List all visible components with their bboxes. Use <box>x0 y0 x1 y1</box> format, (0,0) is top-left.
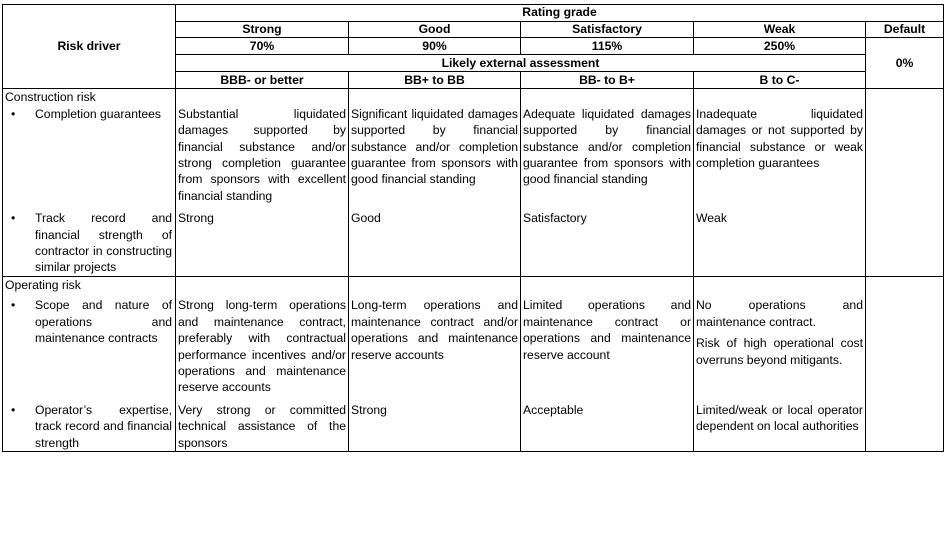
driver-scope-nature-contracts: • Scope and nature of operations and maintenance contracts <box>3 293 176 395</box>
bullet-icon: • <box>11 106 16 121</box>
cell-good: Strong <box>349 402 521 452</box>
grade-weight-weak: 250% <box>694 38 866 55</box>
cell-weak <box>694 293 866 395</box>
cell-weak-para-1: No operations and maintenance contract. <box>696 298 863 329</box>
cell-weak-para-2: Risk of high operational cost overruns beyond mitigants. <box>696 336 863 367</box>
bullet-icon: • <box>11 211 16 226</box>
driver-track-record-contractor: • Track record and financial strength of contractor in constructing similar projects <box>3 210 176 276</box>
cell-satisfactory: Satisfactory <box>521 210 694 276</box>
cell-strong: Very strong or committed technical assistance of the sponsors <box>176 402 349 452</box>
cell-weak: Weak <box>694 210 866 276</box>
cell-satisfactory: Limited operations and maintenance contract or operations and maintenance reserve account <box>521 293 694 395</box>
cell-satisfactory: Acceptable <box>521 402 694 452</box>
cell-strong: Substantial liquidated damages supported by financial substance and/or strong completion guarantee from sponsors with excellent financial standing <box>176 106 349 204</box>
grade-weight-strong: 70% <box>176 38 349 55</box>
grade-weight-satisfactory: 115% <box>521 38 694 55</box>
cell-good: Good <box>349 210 521 276</box>
grade-name-weak: Weak <box>694 22 866 38</box>
rating-grade-header: Rating grade <box>176 5 944 22</box>
grade-name-good: Good <box>349 22 521 38</box>
section-title-operating: Operating risk <box>3 276 176 293</box>
cell-good: Long-term operations and maintenance contract and/or operations and maintenance reserve accounts <box>349 293 521 395</box>
grade-name-default: Default <box>866 22 944 38</box>
risk-driver-header: Risk driver <box>3 5 176 89</box>
cell-strong: Strong <box>176 210 349 276</box>
external-satisfactory: BB- to B+ <box>521 72 694 89</box>
grade-weight-default: 0% <box>866 38 944 89</box>
driver-completion-guarantees: • Completion guarantees <box>3 106 176 204</box>
external-strong: BBB- or better <box>176 72 349 89</box>
cell-strong: Strong long-term operations and maintenance contract, preferably with contractual performance incentives and/or operations and maintenance reserve accounts <box>176 293 349 395</box>
external-good: BB+ to BB <box>349 72 521 89</box>
cell-weak: Limited/weak or local operator dependent on local authorities <box>694 402 866 452</box>
external-weak: B to C- <box>694 72 866 89</box>
bullet-icon: • <box>11 402 16 417</box>
cell-satisfactory: Adequate liquidated damages supported by financial substance and/or completion guarantee from sponsors with good financial standing <box>521 106 694 204</box>
cell-weak: Inadequate liquidated damages or not supported by financial substance or weak completion guarantees <box>694 106 866 204</box>
grade-weight-good: 90% <box>349 38 521 55</box>
likely-external-header: Likely external assessment <box>176 55 866 72</box>
bullet-icon: • <box>11 298 16 313</box>
cell-good: Significant liquidated damages supported by financial substance and/or completion guarantee from sponsors with good financial standing <box>349 106 521 204</box>
driver-operator-expertise: • Operator’s expertise, track record and financial strength <box>3 402 176 452</box>
section-title-construction: Construction risk <box>3 89 176 106</box>
risk-rating-table <box>2 4 944 452</box>
grade-name-strong: Strong <box>176 22 349 38</box>
grade-name-satisfactory: Satisfactory <box>521 22 694 38</box>
